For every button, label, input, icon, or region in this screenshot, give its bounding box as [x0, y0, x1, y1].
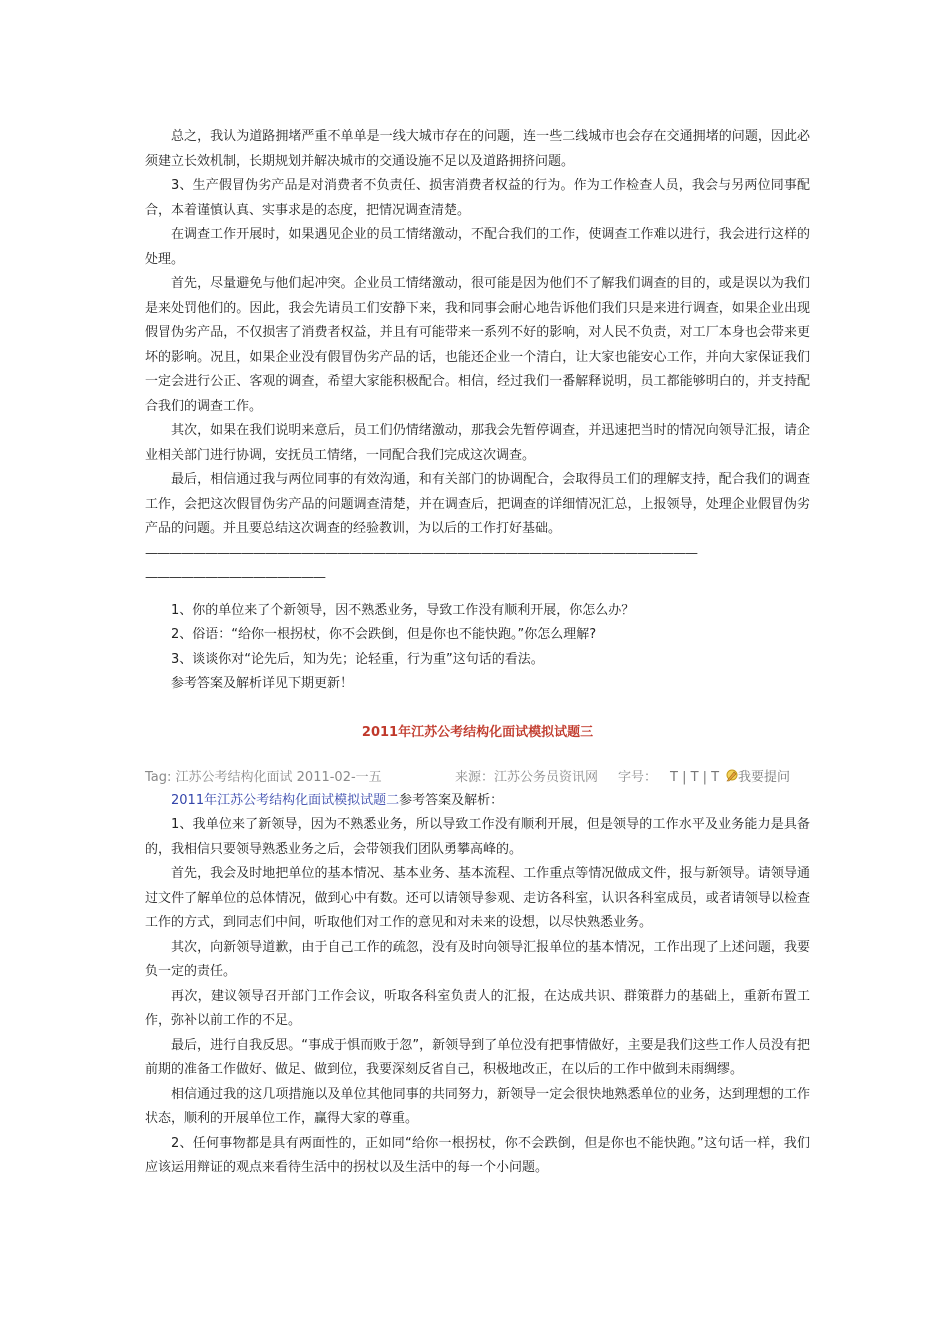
separator-line: —————————————————————————————————————————————— — [145, 545, 697, 561]
source-label: 来源：江苏公务员资讯网 — [455, 769, 599, 785]
reference-line — [145, 789, 810, 814]
font-size-label: 字号： — [618, 769, 658, 785]
previous-article-link[interactable]: 2011年江苏公考结构化面试模拟试题二 — [171, 792, 400, 808]
paragraph: 其次，向新领导道歉，由于自己工作的疏忽，没有及时向领导汇报单位的基本情况，工作出现了上述问题，我要负一定的责任。 — [145, 939, 810, 979]
paragraph: 首先，尽量避免与他们起冲突。企业员工情绪激动，很可能是因为他们不了解我们调查的目的，或是误以为我们是来处罚他们的。因此，我会先请员工们安静下来，我和同事会耐心地告诉他们我们只是来进行调查，如果企业出现假冒伪劣产品，不仅损害了消费者权益，并且有可能带来一系列不好的影响，对人民不负责，对工厂本身也会带来更坏的影响。况且，如果企业没有假冒伪劣产品的话，也能还企业一个清白，让大家也能安心工作，并向大家保证我们一定会进行公正、客观的调查，希望大家能积极配合。相信，经过我们一番解释说明，员工都能够明白的，并支持配合我们的调查工作。 — [145, 276, 810, 414]
question-item: 3、谈谈你对“论先后，知为先；论轻重，行为重”这句话的看法。 — [171, 651, 544, 667]
paragraph: 最后，相信通过我与两位同事的有效沟通，和有关部门的协调配合，会取得员工们的理解支持，配合我们的调查工作，会把这次假冒伪劣产品的问题调查清楚，并在调查后，把调查的详细情况汇总，上报领导，处理企业假冒伪劣产品的问题。并且要总结这次调查的经验教训，为以后的工作打好基础。 — [145, 472, 810, 536]
paragraph: 其次，如果在我们说明来意后，员工们仍情绪激动，那我会先暂停调查，并迅速把当时的情况向领导汇报，请企业相关部门进行协调，安抚员工情绪，一同配合我们完成这次调查。 — [145, 423, 810, 463]
ask-question-label: 我要提问 — [738, 769, 791, 785]
paragraph: 在调查工作开展时，如果遇见企业的员工情绪激动，不配合我们的工作，使调查工作难以进行，我会进行这样的处理。 — [145, 227, 810, 267]
question-item: 1、你的单位来了个新领导，因不熟悉业务，导致工作没有顺利开展，你怎么办？ — [171, 602, 635, 618]
paragraph: 首先，我会及时地把单位的基本情况、基本业务、基本流程、工作重点等情况做成文件，报与新领导。请领导通过文件了解单位的总体情况，做到心中有数。还可以请领导参观、走访各科室，认识各科室成员，或者请领导以检查工作的方式，到同志们中间，听取他们对工作的意见和对未来的设想，以尽快熟悉业务。 — [145, 866, 810, 930]
question-item: 2、俗语：“给你一根拐杖，你不会跌倒，但是你也不能快跑。”你怎么理解? — [171, 627, 597, 642]
tag-date[interactable]: Tag: 江苏公考结构化面试 2011-02-一五 — [145, 769, 382, 785]
paragraph: 3、生产假冒伪劣产品是对消费者不负责任、损害消费者权益的行为。作为工作检查人员，我会与另两位同事配合，本着谨慎认真、实事求是的态度，把情况调查清楚。 — [145, 178, 810, 218]
answer-note: 参考答案及解析详见下期更新！ — [171, 676, 354, 691]
paragraph: 总之，我认为道路拥堵严重不单单是一线大城市存在的问题，连一些二线城市也会存在交通拥堵的问题，因此必须建立长效机制，长期规划并解决城市的交通设施不足以及道路拥挤问题。 — [145, 129, 810, 169]
document-content — [145, 125, 810, 1181]
paragraph: 2、任何事物都是具有两面性的，正如同“给你一根拐杖，你不会跌倒，但是你也不能快跑。”这句话一样，我们应该运用辩证的观点来看待生活中的拐杖以及生活中的每一个小问题。 — [145, 1135, 810, 1175]
font-size-options[interactable]: T | T | T — [670, 769, 720, 785]
article-title: 2011年江苏公考结构化面试模拟试题三 — [361, 724, 594, 740]
paragraph: 1、我单位来了新领导，因为不熟悉业务，所以导致工作没有顺利开展，但是领导的工作水平及业务能力是具备的，我相信只要领导熟悉业务之后，会带领我们团队勇攀高峰的。 — [145, 817, 810, 857]
article-meta — [145, 767, 810, 789]
paragraph: 再次，建议领导召开部门工作会议，听取各科室负责人的汇报，在达成共识、群策群力的基础上，重新布置工作，弥补以前工作的不足。 — [145, 988, 810, 1028]
ask-question-link[interactable] — [725, 767, 790, 789]
reference-label: 参考答案及解析： — [399, 792, 504, 808]
separator-line: ——————————————— — [145, 570, 325, 585]
paragraph: 相信通过我的这几项措施以及单位其他同事的共同努力，新领导一定会很快地熟悉单位的业务，达到理想的工作状态，顺利的开展单位工作，赢得大家的尊重。 — [145, 1086, 810, 1126]
paragraph: 最后，进行自我反思。“事成于惧而败于忽”，新领导到了单位没有把事情做好，主要是我们这些工作人员没有把前期的准备工作做好、做足、做到位，我要深刻反省自己，积极地改正，在以后的工作中做到未雨绸缪。 — [145, 1037, 810, 1077]
pencil-icon — [725, 768, 738, 781]
